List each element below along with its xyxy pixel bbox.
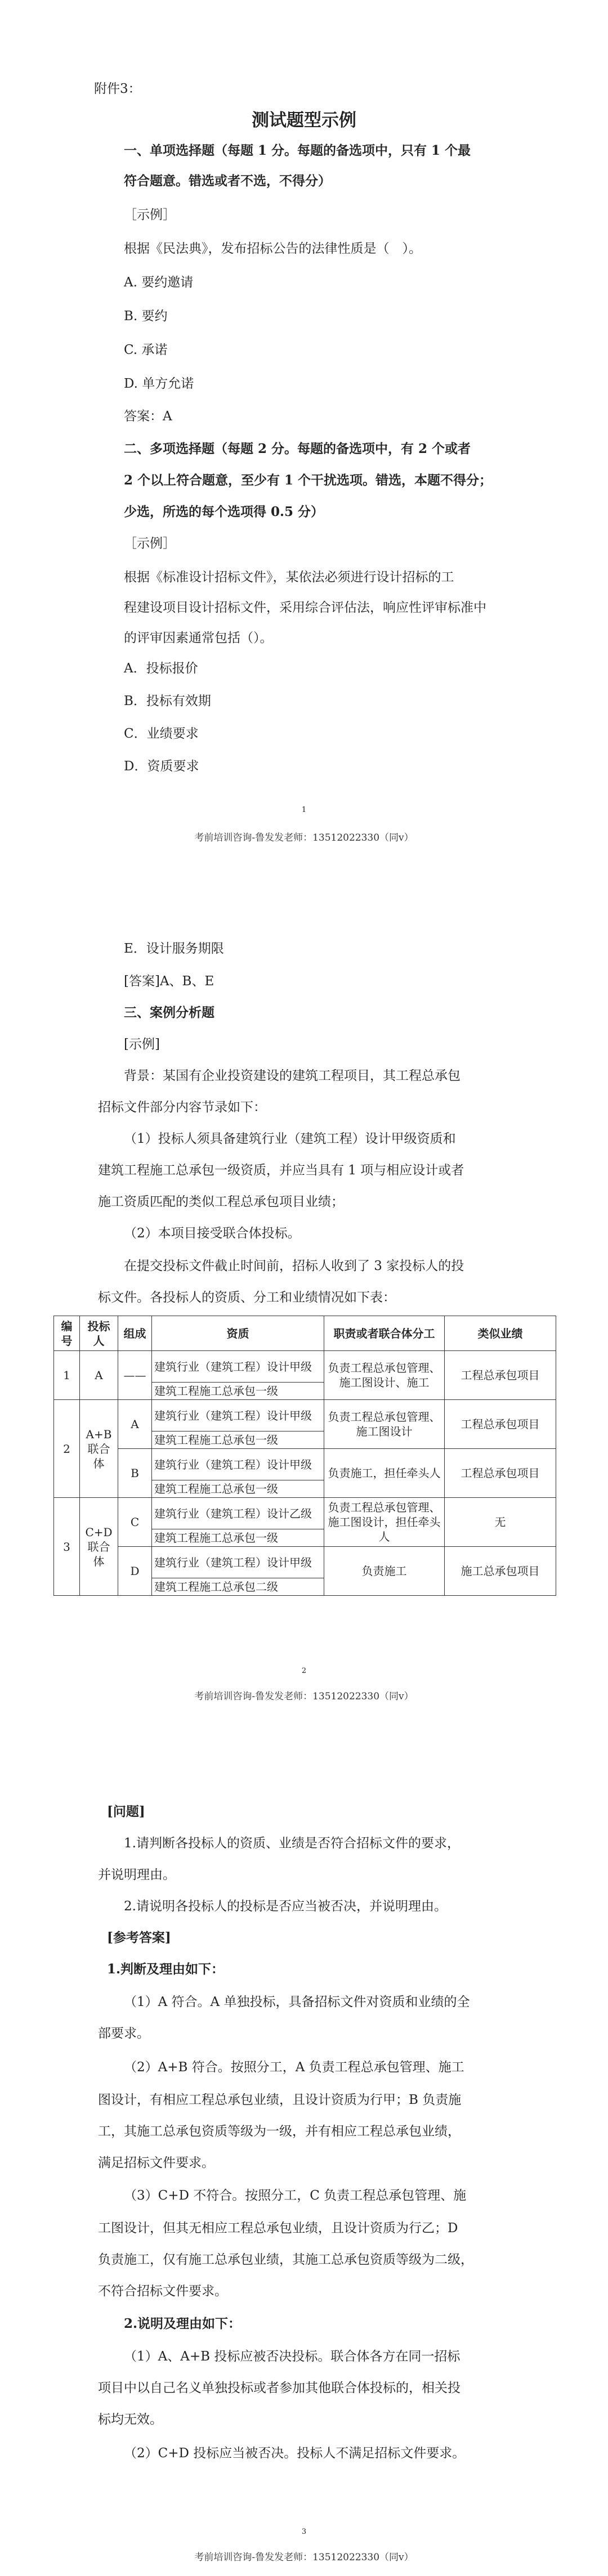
- answer-2-2: （2）C+D 投标应当被否决。投标人不满足招标文件要求。: [124, 2446, 466, 2461]
- cell-performance: 工程总承包项目: [445, 1449, 556, 1498]
- cell-qualification: 建筑工程施工总承包一级: [152, 1431, 324, 1449]
- section1-option: A. 要约邀请: [124, 275, 194, 290]
- section1-answer: 答案：A: [124, 409, 172, 424]
- answer-1-1: （1）A 符合。A 单独投标，具备招标文件对资质和业绩的全: [124, 1995, 470, 2009]
- cell-member: B: [118, 1449, 152, 1498]
- cell-qualification: 建筑工程施工总承包一级: [152, 1529, 324, 1547]
- cell-number: 3: [54, 1498, 80, 1596]
- answer-1-heading: 1.判断及理由如下：: [107, 1962, 225, 1977]
- answer-2-1: （1）A、A+B 投标应被否决投标。联合体各方在同一招标: [124, 2349, 461, 2364]
- section2-option: D．资质要求: [124, 759, 199, 774]
- section2-option: A．投标报价: [124, 661, 198, 676]
- table-row: [54, 1449, 556, 1480]
- answer-2-heading: 2.说明及理由如下：: [124, 2316, 242, 2331]
- cell-number: 1: [54, 1351, 80, 1400]
- section2-option: B．投标有效期: [124, 694, 211, 708]
- cell-bidder: A+B 联合体: [80, 1400, 118, 1498]
- table-header: 职责或者联合体分工: [324, 1316, 445, 1351]
- question-2: 2.请说明各投标人的投标是否应当被否决，并说明理由。: [124, 1899, 447, 1914]
- question-heading: [问题]: [107, 1804, 145, 1819]
- section1-heading: 一、单项选择题（每题 1 分。每题的备选项中，只有 1 个最: [124, 143, 471, 158]
- cell-qualification: 建筑工程施工总承包一级: [152, 1383, 324, 1400]
- answer-2-1-cont: 项目中以自己名义单独投标或者参加其他联合体投标的，相关投: [98, 2381, 461, 2395]
- question-1: 1.请判断各投标人的资质、业绩是否符合招标文件的要求，: [124, 1836, 460, 1851]
- cell-bidder: A: [80, 1351, 118, 1400]
- cell-qualification: 建筑行业（建筑工程）设计乙级: [152, 1498, 324, 1529]
- cell-member: A: [118, 1400, 152, 1449]
- cell-member: ——: [118, 1351, 152, 1400]
- answer-line: [答案]A、B、E: [124, 974, 214, 989]
- section2-option: C．业绩要求: [124, 726, 199, 741]
- answer-1-2-cont: 满足招标文件要求。: [98, 2156, 214, 2170]
- answer-1-3: （3）C+D 不符合。按照分工，C 负责工程总承包管理、施: [124, 2188, 467, 2203]
- answer-1-1-cont: 部要求。: [98, 2026, 150, 2041]
- cell-qualification: 建筑工程施工总承包一级: [152, 1480, 324, 1498]
- background-text: 背景：某国有企业投资建设的建筑工程项目，其工程总承包: [124, 1069, 461, 1083]
- cell-performance: 无: [445, 1498, 556, 1547]
- cell-qualification: 建筑行业（建筑工程）设计甲级: [152, 1449, 324, 1480]
- section2-question-cont: 的评审因素通常包括（）。: [124, 631, 273, 645]
- question-1-cont: 并说明理由。: [98, 1868, 176, 1882]
- cell-duty: 负责工程总承包管理、施工图设计: [324, 1400, 445, 1449]
- section3-heading: 三、案例分析题: [124, 1005, 214, 1020]
- cell-duty: 负责工程总承包管理、施工图设计、施工: [324, 1351, 445, 1400]
- reference-answer-heading: [参考答案]: [107, 1930, 171, 1945]
- section2-heading-cont: 少选，所选的每个选项得 0.5 分）: [124, 504, 324, 519]
- answer-1-3-cont: 负责施工，仅有施工总承包业绩，其施工总承包资质等级为二级，: [98, 2252, 473, 2267]
- section1-question: 根据《民法典》，发布招标公告的法律性质是（ ）。: [124, 241, 422, 256]
- page-1: [0, 0, 608, 859]
- attachment-label: 附件3：: [94, 82, 141, 96]
- requirement-1-cont: 施工资质匹配的类似工程总承包项目业绩；: [98, 1195, 344, 1209]
- table-header: 组成: [118, 1316, 152, 1351]
- cell-member: D: [118, 1547, 152, 1596]
- answer-2-1-cont: 标均无效。: [98, 2412, 163, 2427]
- section1-option: D. 单方允诺: [124, 376, 194, 391]
- cell-qualification: 建筑工程施工总承包二级: [152, 1578, 324, 1596]
- page-number: 1: [301, 806, 307, 814]
- table-header: 类似业绩: [445, 1316, 556, 1351]
- section2-question: 根据《标准设计招标文件》，某依法必须进行设计招标的工: [124, 570, 454, 585]
- page-2: [0, 859, 608, 1717]
- section2-question-cont: 程建设项目设计招标文件，采用综合评估法，响应性评审标准中: [124, 600, 486, 615]
- table-header: 投标人: [80, 1316, 118, 1351]
- page-3: [0, 1717, 608, 2576]
- table-row: [54, 1400, 556, 1431]
- option-e: E．设计服务期限: [124, 941, 224, 956]
- cell-member: C: [118, 1498, 152, 1547]
- cell-duty: 负责施工，担任牵头人: [324, 1449, 445, 1498]
- cell-qualification: 建筑行业（建筑工程）设计甲级: [152, 1351, 324, 1383]
- table-row: [54, 1498, 556, 1529]
- section2-heading: 二、多项选择题（每题 2 分。每题的备选项中，有 2 个或者: [124, 441, 471, 456]
- answer-1-2: （2）A+B 符合。按照分工，A 负责工程总承包管理、施工: [124, 2060, 464, 2075]
- cell-performance: 施工总承包项目: [445, 1547, 556, 1596]
- cell-qualification: 建筑行业（建筑工程）设计甲级: [152, 1547, 324, 1578]
- section2-example-label: ［示例］: [124, 536, 176, 551]
- section1-option: B. 要约: [124, 309, 168, 324]
- cell-number: 2: [54, 1400, 80, 1498]
- page-footer: 考前培训咨询-鲁发发老师：13512022330（同v）: [194, 1691, 414, 1702]
- answer-1-3-cont: 工图设计，但其无相应工程总承包业绩，且设计资质为行乙；D: [98, 2221, 458, 2236]
- requirement-1: （1）投标人须具备建筑行业（建筑工程）设计甲级资质和: [124, 1132, 456, 1146]
- table-header-row: [54, 1316, 556, 1351]
- cell-performance: 工程总承包项目: [445, 1400, 556, 1449]
- answer-1-3-cont: 不符合招标文件要求。: [98, 2284, 227, 2299]
- background-text-cont: 招标文件部分内容节录如下：: [98, 1100, 266, 1115]
- section1-option: C. 承诺: [124, 343, 168, 357]
- bidders-table: [53, 1316, 556, 1596]
- section1-heading-cont: 符合题意。错选或者不选，不得分）: [124, 173, 331, 189]
- answer-1-2-cont: 工，其施工总承包资质等级为一级，并有相应工程总承包业绩，: [98, 2124, 461, 2139]
- document-title: 测试题型示例: [252, 110, 356, 131]
- bidders-intro: 在提交投标文件截止时间前，招标人收到了 3 家投标人的投: [124, 1259, 464, 1273]
- page-footer: 考前培训咨询-鲁发发老师：13512022330（同v）: [194, 832, 414, 843]
- answer-1-2-cont: 图设计，有相应工程总承包业绩，且设计资质为行甲；B 负责施: [98, 2093, 462, 2107]
- section1-example-label: ［示例］: [124, 208, 176, 222]
- case-example-label: [示例]: [124, 1037, 160, 1052]
- table-row: [54, 1351, 556, 1383]
- cell-duty: 负责施工: [324, 1547, 445, 1596]
- page-number: 2: [301, 1667, 307, 1675]
- page-footer: 考前培训咨询-鲁发发老师：13512022330（同v）: [194, 2552, 414, 2563]
- cell-duty: 负责工程总承包管理、施工图设计，担任牵头人: [324, 1498, 445, 1547]
- cell-performance: 工程总承包项目: [445, 1351, 556, 1400]
- table-header: 资质: [152, 1316, 324, 1351]
- requirement-1-cont: 建筑工程施工总承包一级资质，并应当具有 1 项与相应设计或者: [98, 1163, 464, 1178]
- bidders-intro-cont: 标文件。各投标人的资质、分工和业绩情况如下表：: [98, 1290, 396, 1305]
- section2-heading-cont: 2 个以上符合题意，至少有 1 个干扰选项。错选，本题不得分；: [124, 473, 493, 488]
- table-row: [54, 1547, 556, 1578]
- table-header: 编号: [54, 1316, 80, 1351]
- cell-qualification: 建筑行业（建筑工程）设计甲级: [152, 1400, 324, 1431]
- requirement-2: （2）本项目接受联合体投标。: [124, 1226, 301, 1241]
- cell-bidder: C+D 联合体: [80, 1498, 118, 1596]
- page-number: 3: [301, 2528, 307, 2536]
